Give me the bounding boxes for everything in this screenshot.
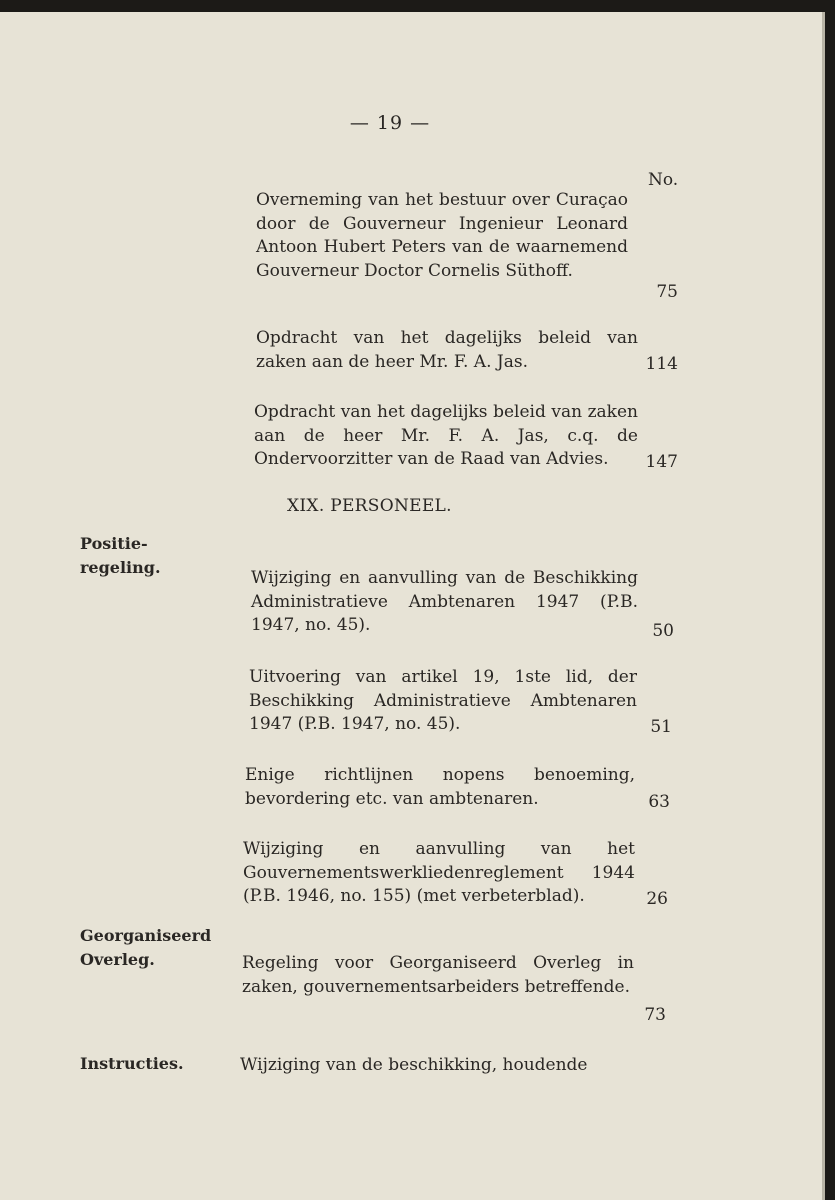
sidebar-label-instructies: Instructies. (80, 1054, 184, 1073)
entry-number: 63 (648, 792, 670, 812)
entry-number: 73 (644, 1005, 666, 1025)
entry-number: 26 (646, 889, 668, 909)
entry-number: 50 (652, 621, 674, 641)
entry-text: Opdracht van het dagelijks beleid van zaken aan de heer Mr. F. A. Jas. (256, 328, 638, 372)
entry-text: Opdracht van het dagelijks beleid van zaken aan de heer Mr. F. A. Jas, c.q. de Ondervoorzitter van de Raad van Advies. (254, 402, 638, 469)
sidebar-label-georganiseerd-overleg: Georganiseerd Overleg. (80, 926, 212, 969)
entry-text: Wijziging en aanvulling van het Gouvernementswerkliedenreglement 1944 (P.B. 1946, no. 155) (met verbeterblad). (243, 839, 635, 906)
page-number: — 19 — (349, 112, 431, 134)
number-column-header: No. (648, 170, 679, 190)
entry-number: 114 (645, 354, 678, 374)
entry-text: Overneming van het bestuur over Curaçao door de Gouverneur Ingenieur Leonard Antoon Hubert Peters van de waarnemend Gouverneur Doctor Cornelis Süthoff. (256, 190, 628, 281)
entry-number: 75 (656, 282, 678, 302)
entry-text: Wijziging van de beschikking, houdende (240, 1055, 588, 1075)
document-page (0, 12, 825, 1200)
sidebar-label-positieregeling: Positie- regeling. (80, 534, 161, 577)
entry-text: Regeling voor Georganiseerd Overleg in zaken, gouvernementsarbeiders betreffende. (242, 953, 634, 997)
entry-text: Uitvoering van artikel 19, 1ste lid, der Beschikking Administratieve Ambtenaren 1947 (P.B. 1947, no. 45). (249, 667, 637, 734)
entry-number: 51 (650, 717, 672, 737)
entry-number: 147 (645, 452, 678, 472)
entry-text: Wijziging en aanvulling van de Beschikking Administratieve Ambtenaren 1947 (P.B. 1947, no. 45). (251, 568, 638, 635)
entry-text: Enige richtlijnen nopens benoeming, bevordering etc. van ambtenaren. (245, 765, 635, 809)
section-heading: XIX. PERSONEEL. (287, 496, 452, 516)
